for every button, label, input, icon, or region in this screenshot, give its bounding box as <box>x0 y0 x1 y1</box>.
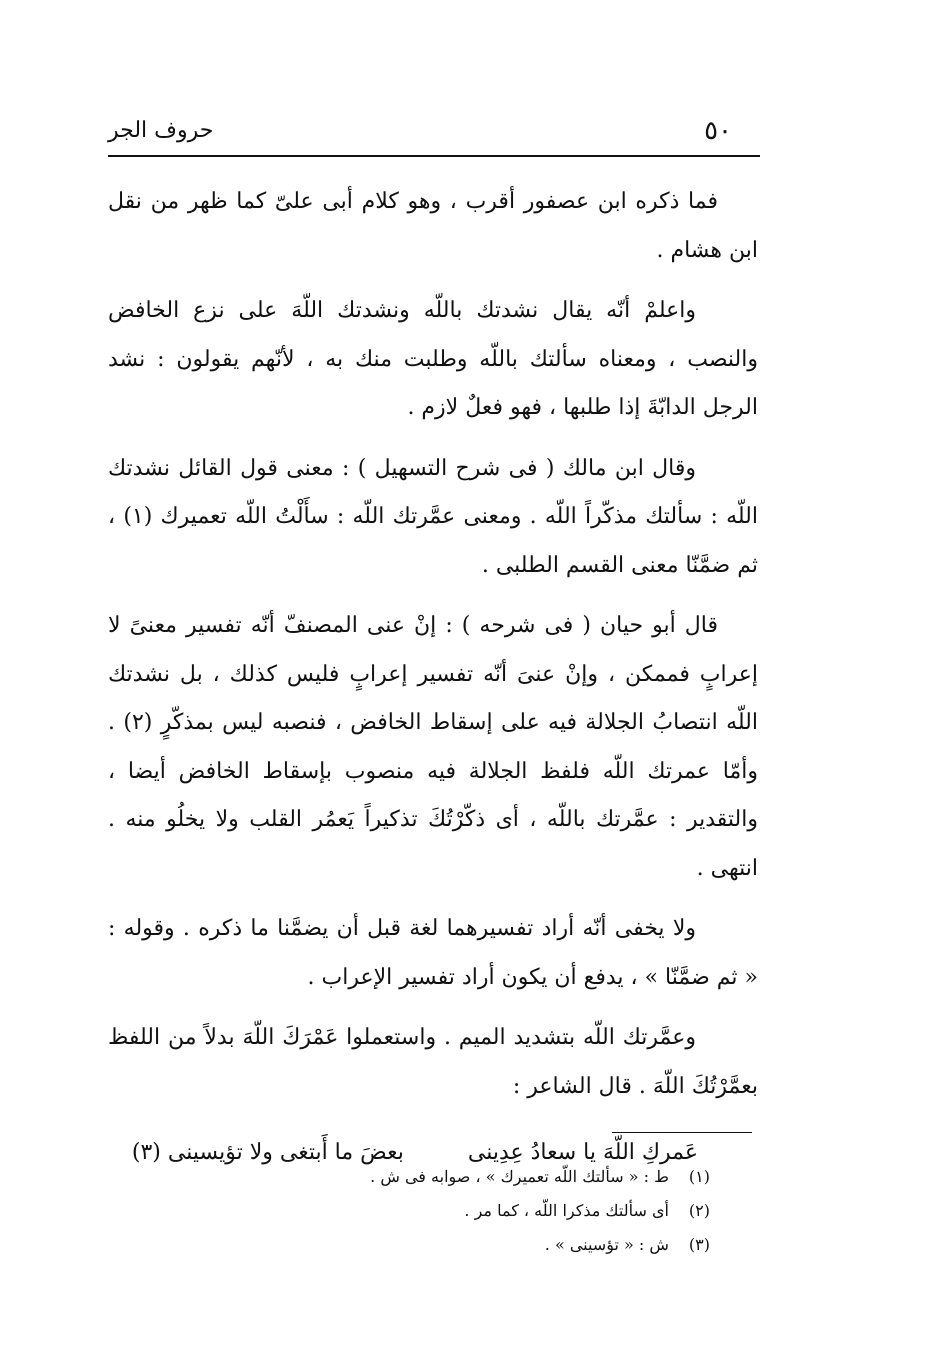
paragraph-4: قال أبو حيان ( فى شرحه ) : إنْ عنى المصنفّ أنّه تفسير معنىً لا إعرابٍ فممكن ، وإنْ عنىَ أنّه تفسير إعرابٍ فليس كذلك ، بل نشدتك اللّه انتصابُ الجلالة فيه على إسقاط الخافض ، فنصبه ليس بمذكّرٍ (٢) . وأمّا عمرتك اللّه فلفظ الجلالة فيه منصوب بإسقاط الخافض أيضا ، والتقدير : عمَّرتك باللّه ، أى ذكّرْتُكَ تذكيراً يَعمُر القلب ولا يخلُو منه . انتهى . <box>108 613 758 881</box>
footnote-number: (١) <box>688 1167 710 1186</box>
footnote-text: ش : « تؤسينى » . <box>544 1235 669 1254</box>
page-number: ٥٠ <box>704 116 732 146</box>
paragraph-5: ولا يخفى أنّه أراد تفسيرهما لغة قبل أن يضمَّنا ما ذكره . وقوله : « ثم ضمَّنّا » ، يدفع أن يكون أراد تفسير الإعراب . <box>108 916 758 990</box>
paragraph-6: وعمَّرتك اللّه بتشديد الميم . واستعملوا عَمْرَكَ اللّهَ بدلاً من اللفظ بعمَّرْتُكَ اللّهَ . قال الشاعر : <box>108 1025 758 1099</box>
verse-second-hemistich: بعضَ ما أَبتغى ولا تؤيسينى (٣) <box>131 1140 404 1165</box>
footnote <box>210 1160 710 1194</box>
footnote-text: أى سألتك مذكرا اللّه ، كما مر . <box>464 1201 669 1220</box>
paragraph-2: واعلمْ أنّه يقال نشدتك باللّه ونشدتك اللّهَ على نزع الخافض والنصب ، ومعناه سألتك باللّه وطلبت منك به ، لأنّهم يقولون : نشد الرجل الدابّةَ إذا طلبها ، فهو فعلٌ لازم . <box>108 298 758 420</box>
main-text <box>108 178 758 1177</box>
verse-first-hemistich: عَمركِ اللّهَ يا سعادُ عِدِينى <box>467 1140 698 1165</box>
footnote-text: ط : « سألتك اللّه تعميرك » ، صوابه فى ش . <box>370 1167 669 1186</box>
footnote-number: (٢) <box>688 1201 710 1220</box>
page-header <box>108 112 760 152</box>
footnote-rule <box>612 1132 752 1133</box>
paragraph-3: وقال ابن مالك ( فى شرح التسهيل ) : معنى قول القائل نشدتك اللّه : سألتك مذكّراً اللّه . ومعنى عمَّرتك اللّه : سأَلْتُ اللّه تعميرك (١) ، ثم ضمَّنّا معنى القسم الطلبى . <box>108 455 758 578</box>
footnote-number: (٣) <box>688 1235 710 1254</box>
footnote <box>210 1228 710 1262</box>
footnotes <box>210 1160 710 1262</box>
footnote <box>210 1194 710 1228</box>
running-head: حروف الجر <box>108 118 214 143</box>
paragraph-1: فما ذكره ابن عصفور أقرب ، وهو كلام أبى علىّ كما ظهر من نقل ابن هشام . <box>108 189 758 263</box>
header-rule <box>108 155 760 157</box>
